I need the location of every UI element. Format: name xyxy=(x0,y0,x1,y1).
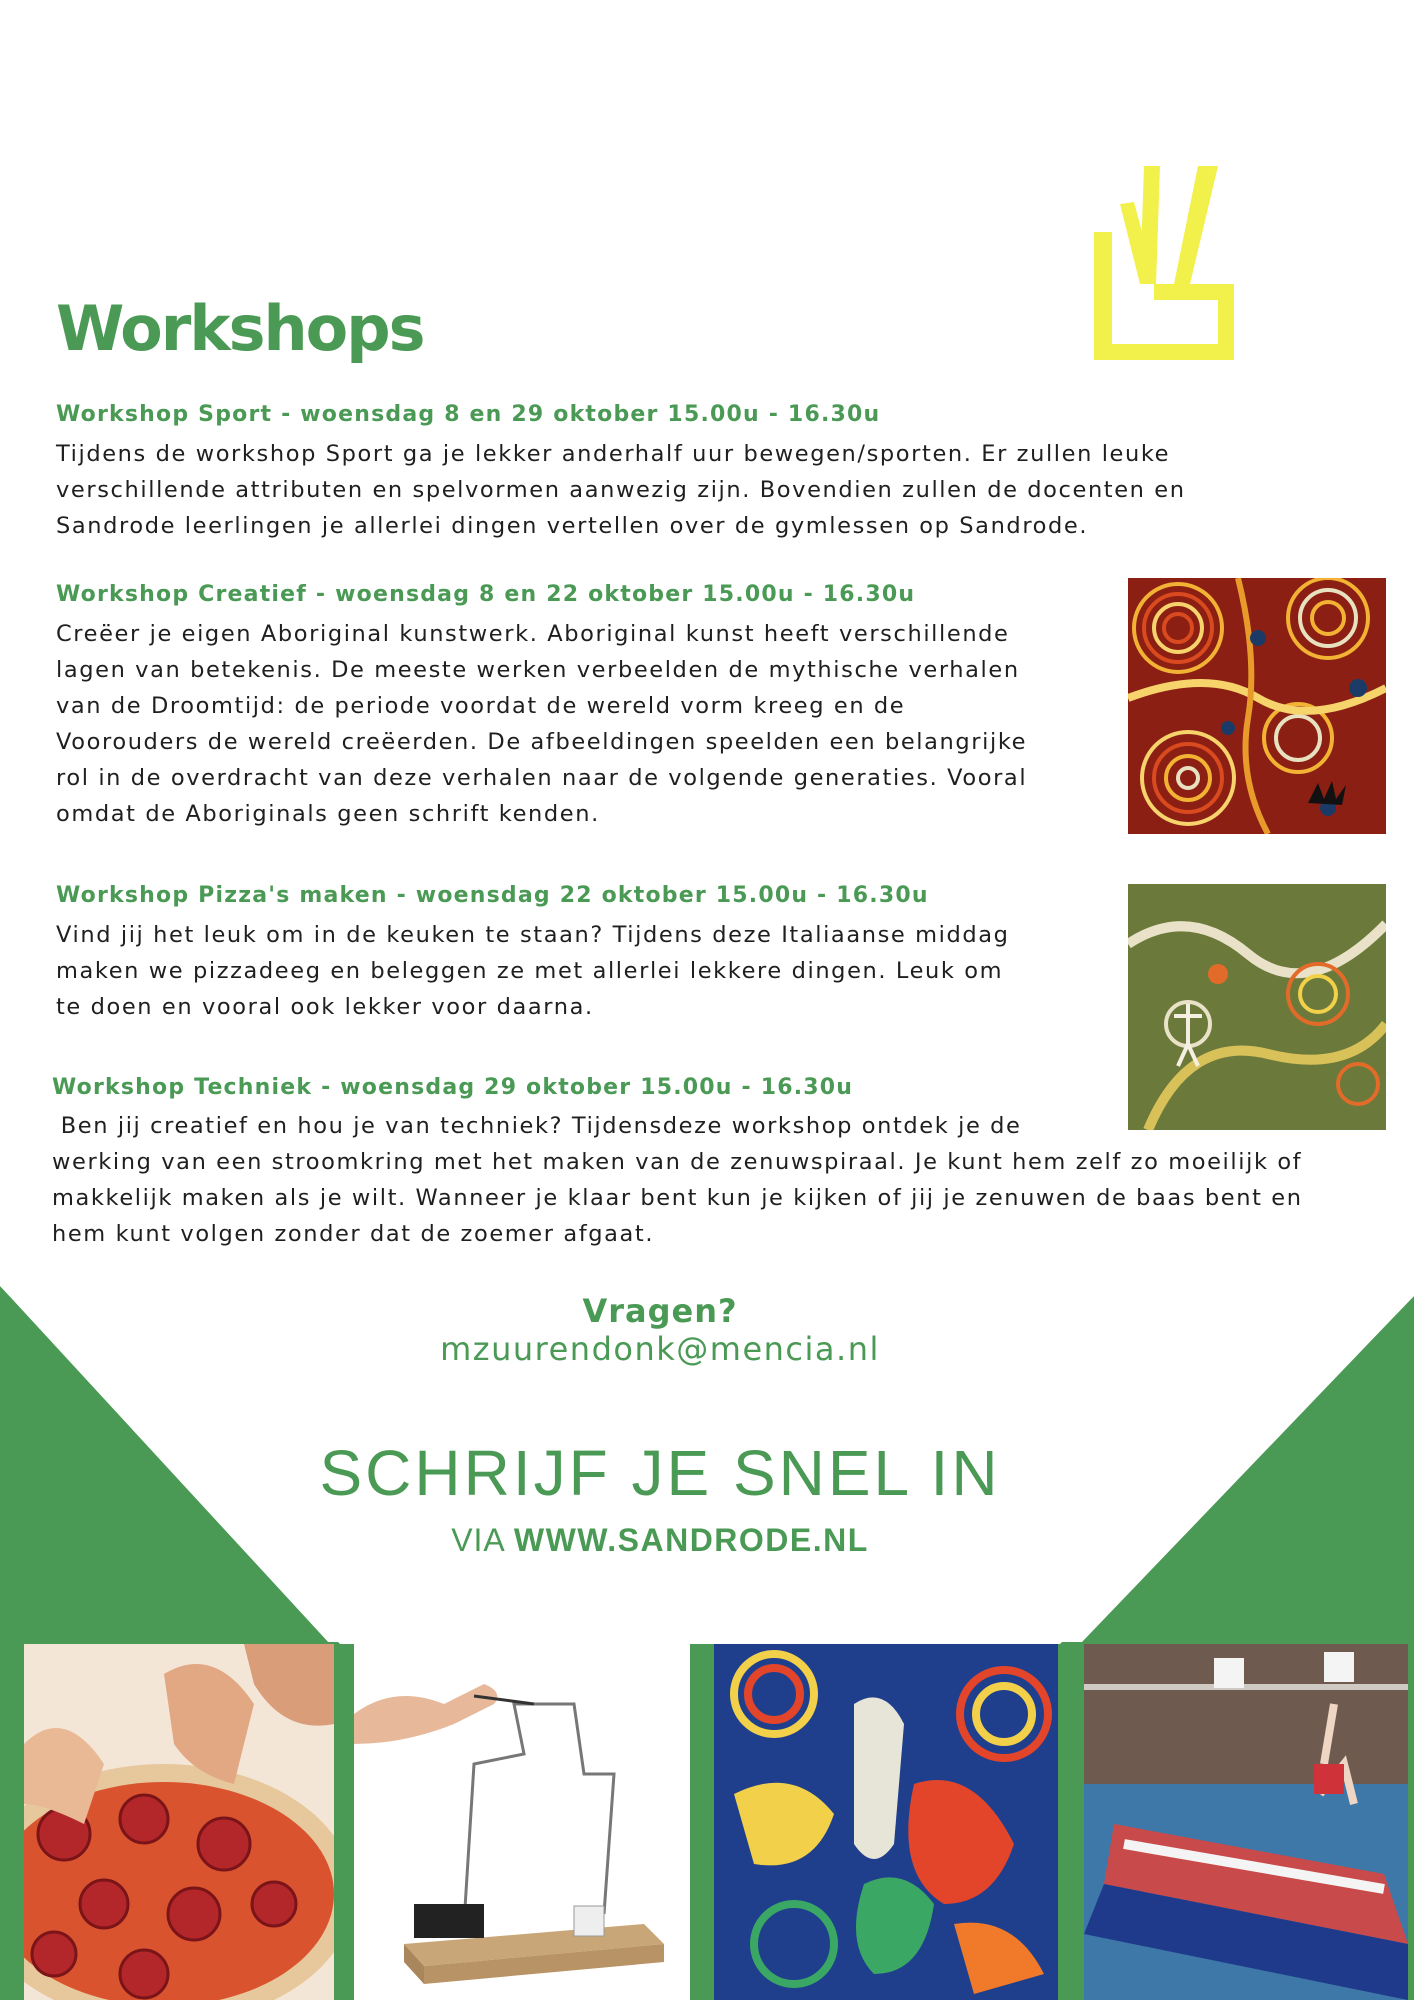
text-line: maken we pizzadeeg en beleggen ze met allerlei lekkere dingen. Leuk om xyxy=(56,958,1004,984)
via-prefix: VIA xyxy=(451,1522,504,1558)
text-line: verschillende attributen en spelvormen aanwezig zijn. Bovendien zullen de docenten en xyxy=(56,477,1186,503)
workshop-sport-text xyxy=(56,436,1186,544)
text-line: van de Droomtijd: de periode voordat de wereld vorm kreeg en de xyxy=(56,693,906,719)
workshop-pizza-text xyxy=(56,917,1010,1025)
workshop-creatief-text xyxy=(56,616,1027,832)
workshop-techniek-heading: Workshop Techniek - woensdag 29 oktober 15.00u - 16.30u xyxy=(52,1075,854,1100)
workshop-creatief-heading: Workshop Creatief - woensdag 8 en 22 oktober 15.00u - 16.30u xyxy=(56,582,916,607)
workshop-techniek-text xyxy=(52,1108,1303,1252)
text-line: omdat de Aboriginals geen schrift kenden. xyxy=(56,801,600,827)
aboriginal-art-photo xyxy=(714,1644,1058,2000)
text-line: Creëer je eigen Aboriginal kunstwerk. Aboriginal kunst heeft verschillende xyxy=(56,621,1010,647)
website-link[interactable]: WWW.SANDRODE.NL xyxy=(513,1522,869,1558)
text-line: rol in de overdracht van deze verhalen naar de volgende generaties. Vooral xyxy=(56,765,1028,791)
text-line: Ben jij creatief en hou je van techniek? Tijdensdeze workshop ontdek je de xyxy=(52,1113,1022,1139)
workshop-sport-heading: Workshop Sport - woensdag 8 en 29 oktober 15.00u - 16.30u xyxy=(56,402,881,427)
text-line: Voorouders de wereld creëerden. De afbeeldingen speelden een belangrijke xyxy=(56,729,1028,755)
contact-question: Vragen? xyxy=(582,1292,738,1330)
buzz-wire-photo xyxy=(354,1644,690,2000)
gym-airtrack-photo xyxy=(1084,1644,1408,2000)
signup-headline: SCHRIJF JE SNEL IN xyxy=(319,1437,1001,1509)
aboriginal-art-image-2 xyxy=(1128,884,1386,1130)
page-title: Workshops xyxy=(56,292,424,365)
text-line: Tijdens de workshop Sport ga je lekker anderhalf uur bewegen/sporten. Er zullen leuke xyxy=(56,441,1171,467)
pizza-photo xyxy=(24,1644,334,2000)
text-line: werking van een stroomkring met het maken van de zenuwspiraal. Je kunt hem zelf zo moeilijk of xyxy=(52,1149,1303,1175)
text-line: makkelijk maken als je wilt. Wanneer je klaar bent kun je kijken of jij je zenuwen de baas bent en xyxy=(52,1185,1303,1211)
text-line: te doen en vooral ook lekker voor daarna. xyxy=(56,994,594,1020)
workshop-pizza-heading: Workshop Pizza's maken - woensdag 22 oktober 15.00u - 16.30u xyxy=(56,883,929,908)
aboriginal-art-image-1 xyxy=(1128,578,1386,834)
text-line: lagen van betekenis. De meeste werken verbeelden de mythische verhalen xyxy=(56,657,1020,683)
text-line: Sandrode leerlingen je allerlei dingen vertellen over de gymlessen op Sandrode. xyxy=(56,513,1089,539)
text-line: Vind jij het leuk om in de keuken te staan? Tijdens deze Italiaanse middag xyxy=(56,922,1010,948)
contact-email-link[interactable]: mzuurendonk@mencia.nl xyxy=(440,1330,880,1368)
signup-via xyxy=(380,1522,940,1559)
school-logo xyxy=(1094,166,1240,360)
text-line: hem kunt volgen zonder dat de zoemer afgaat. xyxy=(52,1221,655,1247)
